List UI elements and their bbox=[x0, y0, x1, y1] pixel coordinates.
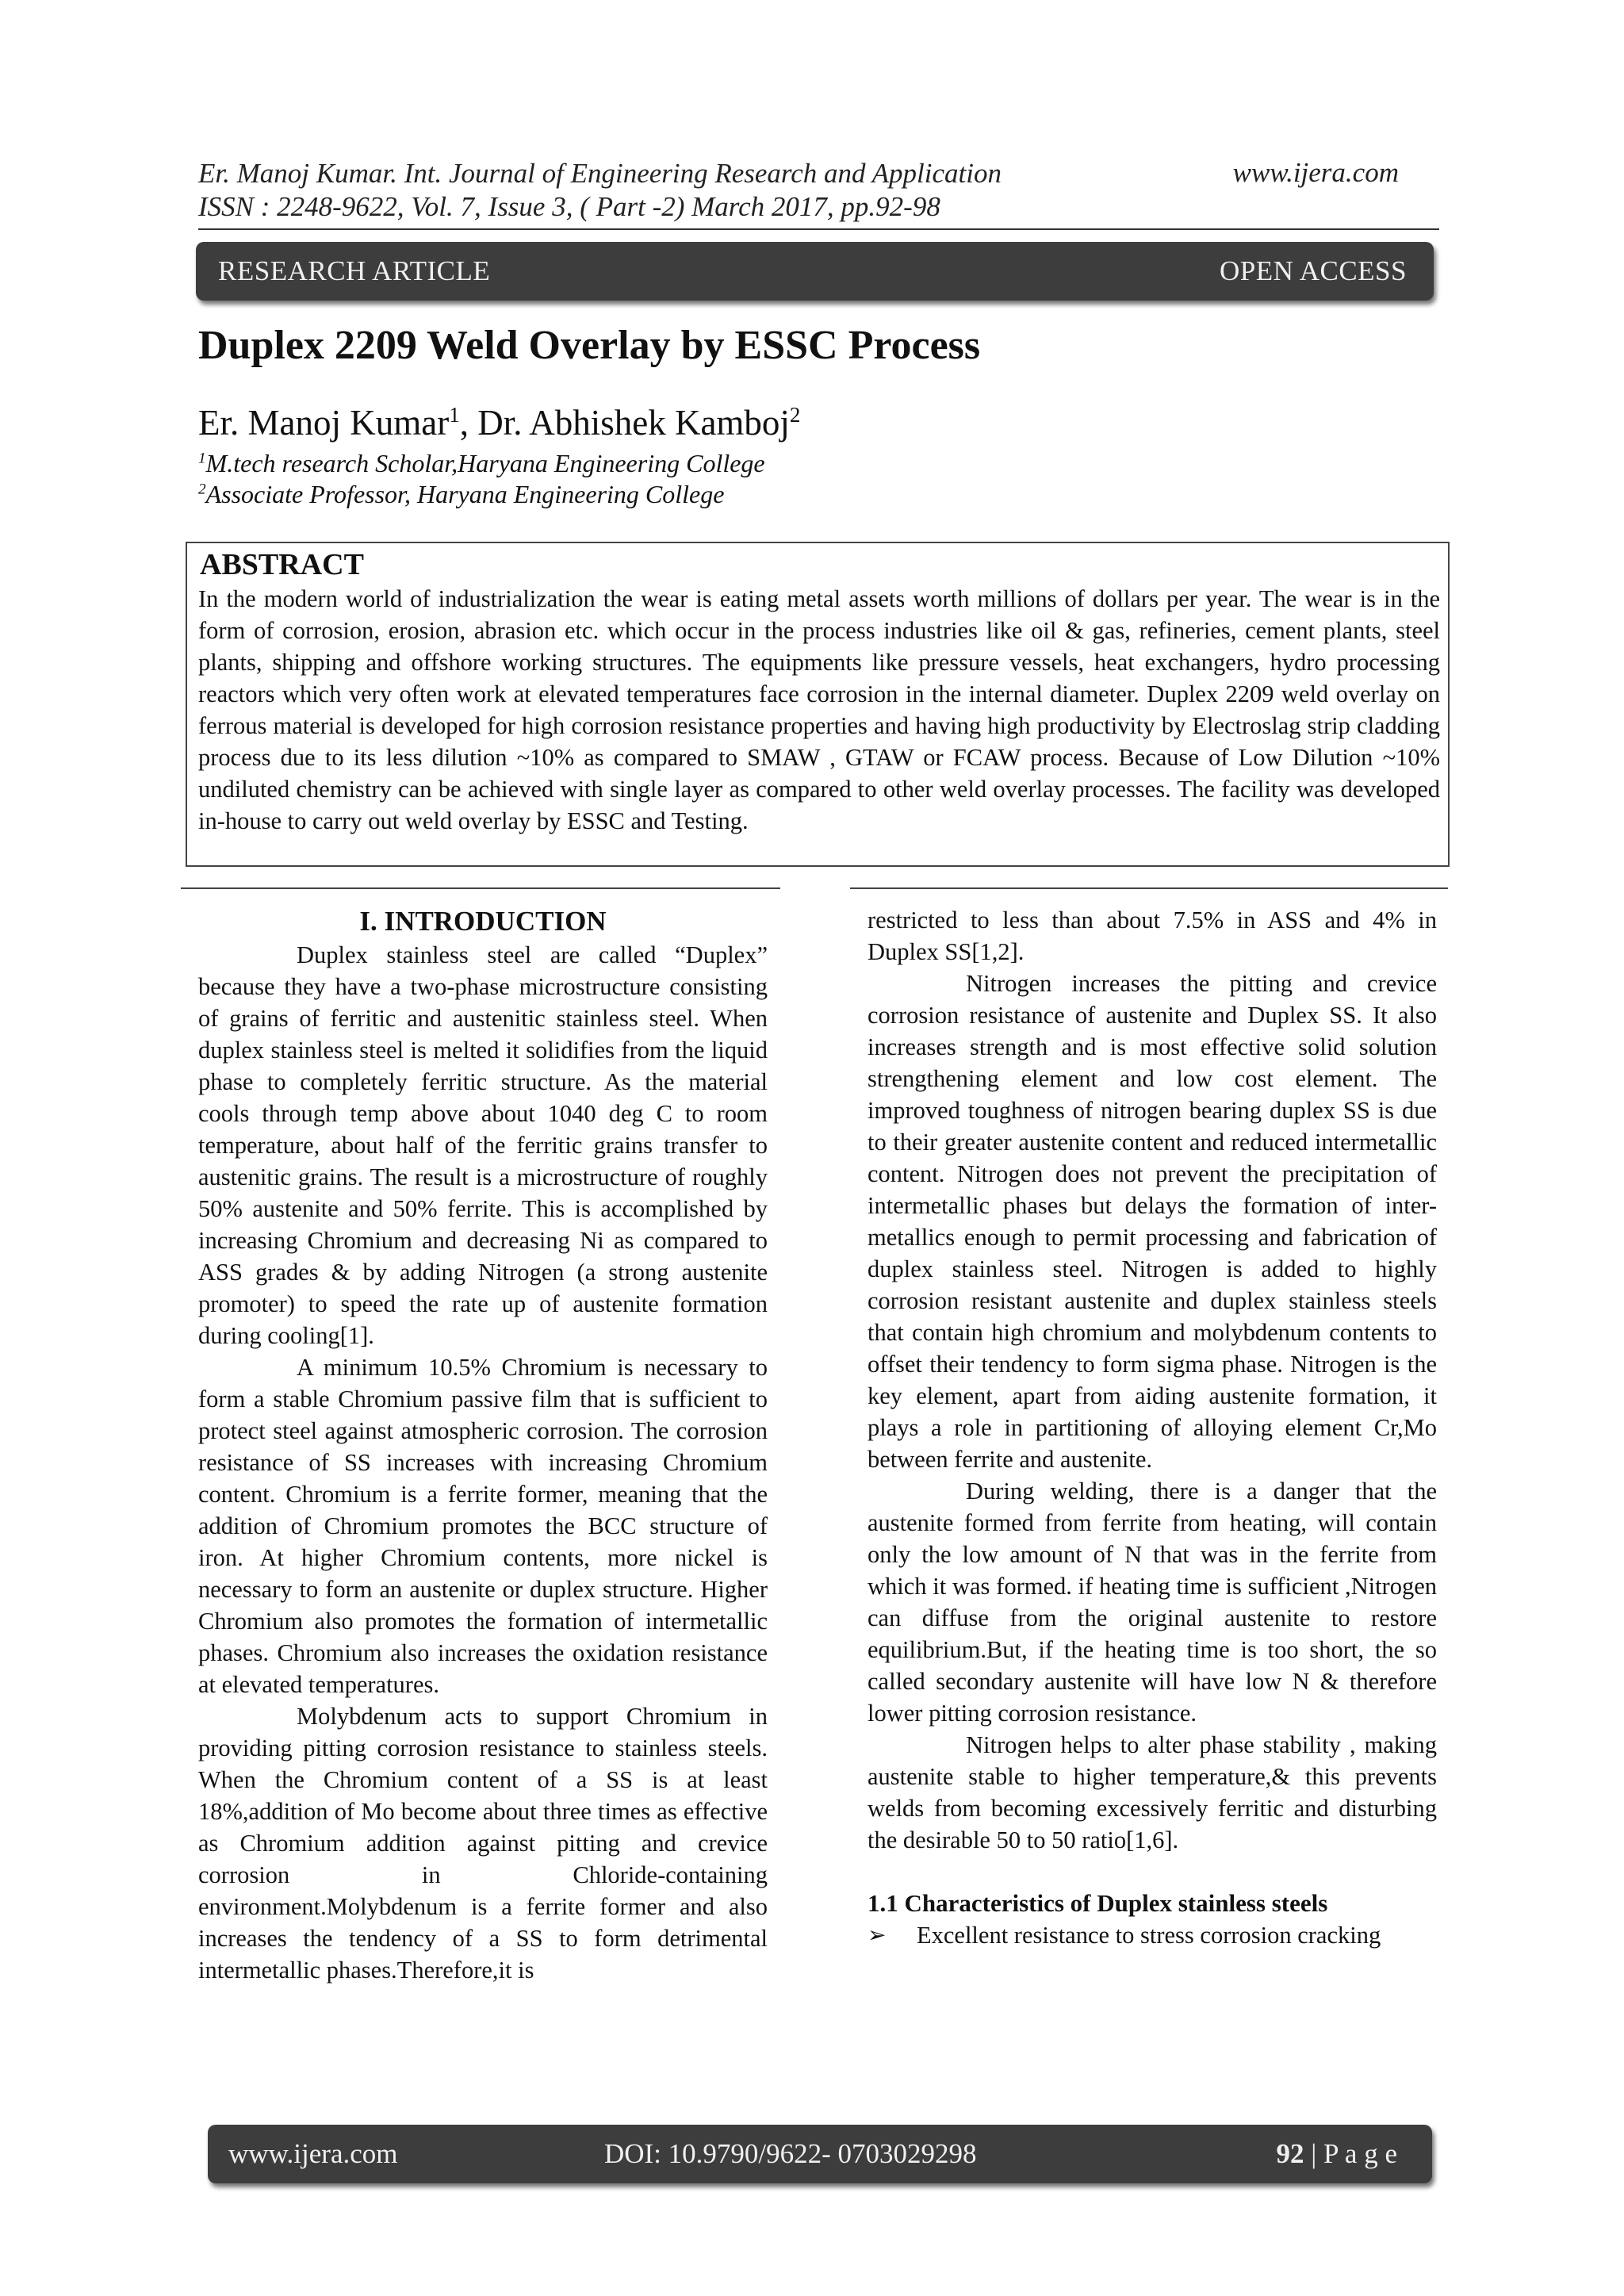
author-line bbox=[198, 402, 800, 443]
author-2: Dr. Abhishek Kamboj bbox=[477, 403, 790, 443]
journal-url[interactable]: www.ijera.com bbox=[1232, 157, 1399, 188]
section-heading-introduction: I. INTRODUCTION bbox=[359, 906, 607, 937]
paragraph: A minimum 10.5% Chromium is necessary to form a stable Chromium passive film that is sufficient to protect steel against atmospheric corrosion. The corrosion resistance of SS increases with increasing Chromium content. Chromium is a ferrite former, meaning that the addition of Chromium promotes the BCC structure of iron. At higher Chromium contents, more nickel is necessary to form an austenite or duplex structure. Higher Chromium also promotes the formation of intermetallic phases. Chromium also increases the oxidation resistance at elevated temperatures. bbox=[198, 1354, 768, 1698]
author-separator: , bbox=[459, 403, 478, 443]
affiliation-1: $^1$M.tech research Scholar,Haryana Engineering College bbox=[198, 449, 765, 477]
right-column-rule bbox=[850, 887, 1448, 889]
right-column bbox=[868, 904, 1437, 1951]
abstract-heading: ABSTRACT bbox=[200, 548, 364, 581]
paper-title: Duplex 2209 Weld Overlay by ESSC Process bbox=[198, 323, 981, 368]
paragraph: Nitrogen increases the pitting and crevice corrosion resistance of austenite and Duplex SS. It also increases strength and is most effective solid solution strengthening element and low cost element. The improved toughness of nitrogen bearing duplex SS is due to their greater austenite content and reduced intermetallic content. Nitrogen does not prevent the precipitation of intermetallic phases but delays the formation of inter- metallics enough to permit processing and fabrication of duplex stainless steel. Nitrogen is added to highly corrosion resistant austenite and duplex stainless steels that contain high chromium and molybdenum contents to offset their tendency to form sigma phase. Nitrogen is the key element, apart from aiding austenite formation, it plays a role in partitioning of alloying element Cr,Mo between ferrite and austenite. bbox=[868, 970, 1437, 1473]
affiliation-2: $^2$Associate Professor, Haryana Engineering College bbox=[198, 480, 725, 508]
paragraph: Nitrogen helps to alter phase stability , making austenite stable to higher temperature,& this prevents welds from becoming excessively ferritic and disturbing the desirable 50 to 50 ratio[1,6]. bbox=[868, 1731, 1437, 1853]
author-1-sup: 1 bbox=[449, 403, 460, 427]
article-type-label: RESEARCH ARTICLE bbox=[218, 255, 491, 286]
list-item bbox=[868, 1919, 1437, 1951]
article-type-banner bbox=[196, 242, 1434, 301]
footer-url[interactable]: www.ijera.com bbox=[228, 2138, 398, 2169]
paragraph: Duplex stainless steel are called “Duplex” because they have a two-phase microstructure consisting of grains of ferritic and austenitic stainless steel. When duplex stainless steel is melted it solidifies from the liquid phase to completely ferritic structure. As the material cools through temp above about 1040 deg C to room temperature, about half of the ferritic grains transfer to austenitic grains. The result is a microstructure of roughly 50% austenite and 50% ferrite. This is accomplished by increasing Chromium and decreasing Ni as compared to ASS grades & by adding Nitrogen (a strong austenite promoter) to speed the rate up of austenite formation during cooling[1]. bbox=[198, 941, 768, 1349]
page-footer bbox=[208, 2125, 1432, 2183]
paragraph: During welding, there is a danger that the austenite formed from ferrite from heating, will contain only the low amount of N that was in the ferrite from which it was formed. if heating time is sufficient ,Nitrogen can diffuse from the original austenite to restore equilibrium.But, if the heating time is too short, the so called secondary austenite will have low N & therefore lower pitting corrosion resistance. bbox=[868, 1478, 1437, 1727]
paragraph: restricted to less than about 7.5% in ASS and 4% in Duplex SS[1,2]. bbox=[868, 907, 1437, 965]
arrow-bullet-icon: ➢ bbox=[868, 1922, 887, 1948]
left-column-rule bbox=[181, 887, 780, 889]
page-number: 92 | P a g e bbox=[1276, 2138, 1397, 2169]
issn-line: ISSN : 2248-9622, Vol. 7, Issue 3, ( Part -2) March 2017, pp.92-98 bbox=[198, 191, 940, 222]
journal-citation: Er. Manoj Kumar. Int. Journal of Engineering Research and Application bbox=[198, 158, 1002, 189]
left-column bbox=[198, 904, 768, 1986]
header-rule bbox=[198, 228, 1439, 230]
footer-doi: DOI: 10.9790/9622- 0703029298 bbox=[604, 2138, 977, 2169]
author-2-sup: 2 bbox=[789, 403, 801, 427]
author-1: Er. Manoj Kumar bbox=[198, 403, 450, 443]
abstract-text: In the modern world of industrialization the wear is eating metal assets worth millions of dollars per year. The wear is in the form of corrosion, erosion, abrasion etc. which occur in the process industries like oil & gas, refineries, cement plants, steel plants, shipping and offshore working structures. The equipments like pressure vessels, heat exchangers, hydro processing reactors which very often work at elevated temperatures face corrosion in the internal diameter. Duplex 2209 weld overlay on ferrous material is developed for high corrosion resistance properties and having high productivity by Electroslag strip cladding process due to its less dilution ~10% as compared to SMAW , GTAW or FCAW process. Because of Low Dilution ~10% undiluted chemistry can be achieved with single layer as compared to other weld overlay processes. The facility was developed in-house to carry out weld overlay by ESSC and Testing. bbox=[198, 585, 1440, 834]
paragraph: Molybdenum acts to support Chromium in providing pitting corrosion resistance to stainless steels. When the Chromium content of a SS is at least 18%,addition of Mo become about three times as effective as Chromium addition against pitting and crevice corrosion in Chloride-containing environment.Molybdenum is a ferrite former and also increases the tendency of a SS to form detrimental intermetallic phases.Therefore,it is bbox=[198, 1703, 768, 1984]
access-label: OPEN ACCESS bbox=[1220, 255, 1407, 286]
subsection-heading: 1.1 Characteristics of Duplex stainless steels bbox=[868, 1889, 1328, 1917]
list-item-text: Excellent resistance to stress corrosion cracking bbox=[917, 1922, 1381, 1949]
